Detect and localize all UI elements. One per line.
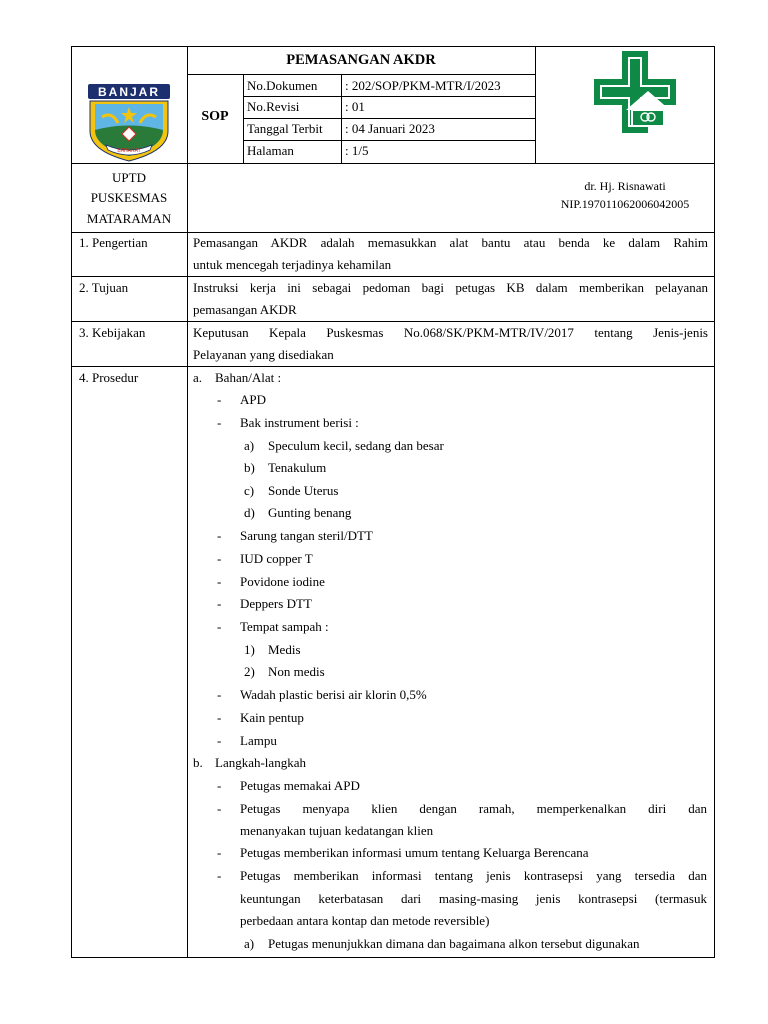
field-value-halaman: : 1/5 (345, 143, 369, 158)
list-marker: d) (244, 505, 255, 520)
field-label-tanggal-terbit: Tanggal Terbit (247, 121, 323, 136)
list-item: Kain pentup (240, 710, 304, 725)
list-marker: - (217, 687, 222, 702)
list-marker: a) (244, 438, 255, 453)
list-marker: - (217, 868, 222, 883)
list-marker: b) (244, 460, 255, 475)
list-item: Bak instrument berisi : (240, 415, 359, 430)
list-item: IUD copper T (240, 551, 313, 566)
list-item: Sarung tangan steril/DTT (240, 528, 373, 543)
list-marker: - (217, 710, 222, 725)
field-label-no-dokumen: No.Dokumen (247, 78, 318, 93)
field-value-no-dokumen: : 202/SOP/PKM-MTR/I/2023 (345, 78, 501, 93)
signer-name: dr. Hj. Risnawati (584, 179, 666, 193)
list-item: Povidone iodine (240, 574, 325, 589)
list-marker: - (217, 574, 222, 589)
puskesmas-logo (586, 47, 684, 139)
field-label-halaman: Halaman (247, 143, 294, 158)
list-marker: - (217, 778, 222, 793)
bahan-alat-heading: Bahan/Alat : (215, 370, 282, 385)
list-marker: 2) (244, 664, 255, 679)
list-marker: c) (244, 483, 255, 498)
pengertian-text-line-2: untuk mencegah terjadinya kehamilan (193, 257, 392, 272)
list-marker: - (217, 528, 222, 543)
list-marker: - (217, 551, 222, 566)
list-item-continuation: perbedaan antara kontap dan metode reversible) (240, 913, 490, 928)
list-marker: a. (193, 370, 203, 385)
list-item: Petugas menunjukkan dimana dan bagaimana alkon tersebut digunakan (268, 936, 640, 951)
tujuan-text-line-1: Instruksi kerja ini sebagai pedoman bagi petugas KB dalam memberikan pelayanan (193, 280, 708, 295)
section-label-prosedur: 4. Prosedur (79, 370, 139, 385)
document-title: PEMASANGAN AKDR (286, 52, 436, 68)
tujuan-text-line-2: pemasangan AKDR (193, 302, 297, 317)
list-item: Gunting benang (268, 505, 352, 520)
list-item: Wadah plastic berisi air klorin 0,5% (240, 687, 427, 702)
list-marker: - (217, 596, 222, 611)
list-marker: - (217, 619, 222, 634)
list-marker: - (217, 733, 222, 748)
list-item: Tempat sampah : (240, 619, 329, 634)
list-item: Petugas memberikan informasi umum tentang Keluarga Berencana (240, 845, 589, 860)
banjar-emblem-logo (84, 81, 174, 163)
list-item: Petugas memberikan informasi tentang jenis kontrasepsi yang tersedia dan (240, 868, 707, 883)
list-marker: a) (244, 936, 255, 951)
list-marker: b. (193, 755, 203, 770)
list-item: Petugas menyapa klien dengan ramah, memperkenalkan diri dan (240, 801, 707, 816)
list-item: Speculum kecil, sedang dan besar (268, 438, 444, 453)
langkah-heading: Langkah-langkah (215, 755, 306, 770)
list-item: Tenakulum (268, 460, 327, 475)
kebijakan-text-line-1: Keputusan Kepala Puskesmas No.068/SK/PKM-MTR/IV/2017 tentang Jenis-jenis (193, 325, 708, 340)
list-item: Petugas memakai APD (240, 778, 360, 793)
emblem-banner-text: BANJAR (97, 85, 161, 99)
list-marker: - (217, 392, 222, 407)
pengertian-text-line-1: Pemasangan AKDR adalah memasukkan alat bantu atau benda ke dalam Rahim (193, 235, 708, 250)
org-line-mataraman: MATARAMAN (86, 211, 172, 226)
org-line-puskesmas: PUSKESMAS (90, 190, 168, 205)
field-value-tanggal-terbit: : 04 Januari 2023 (345, 121, 435, 136)
list-item-continuation: keuntungan keterbatasan dari masing-masing jenis kontrasepsi (termasuk (240, 891, 707, 906)
org-line-uptd: UPTD (112, 170, 146, 185)
list-item: Non medis (268, 664, 325, 679)
list-item-continuation: menanyakan tujuan kedatangan klien (240, 823, 434, 838)
kebijakan-text-line-2: Pelayanan yang disediakan (193, 347, 334, 362)
list-item: Lampu (240, 733, 277, 748)
field-label-no-revisi: No.Revisi (247, 99, 300, 114)
section-label-tujuan: 2. Tujuan (79, 280, 129, 295)
section-label-pengertian: 1. Pengertian (79, 235, 148, 250)
sop-label: SOP (201, 109, 229, 124)
list-item: Sonde Uterus (268, 483, 339, 498)
list-item: APD (240, 392, 267, 407)
field-value-no-revisi: : 01 (345, 99, 365, 114)
list-marker: - (217, 415, 222, 430)
list-marker: - (217, 845, 222, 860)
section-label-kebijakan: 3. Kebijakan (79, 325, 146, 340)
signer-nip: NIP.197011062006042005 (560, 197, 690, 211)
emblem-ribbon-text: BAHARAT (117, 148, 141, 154)
list-item: Medis (268, 642, 301, 657)
list-item: Deppers DTT (240, 596, 312, 611)
list-marker: - (217, 801, 222, 816)
list-marker: 1) (244, 642, 255, 657)
